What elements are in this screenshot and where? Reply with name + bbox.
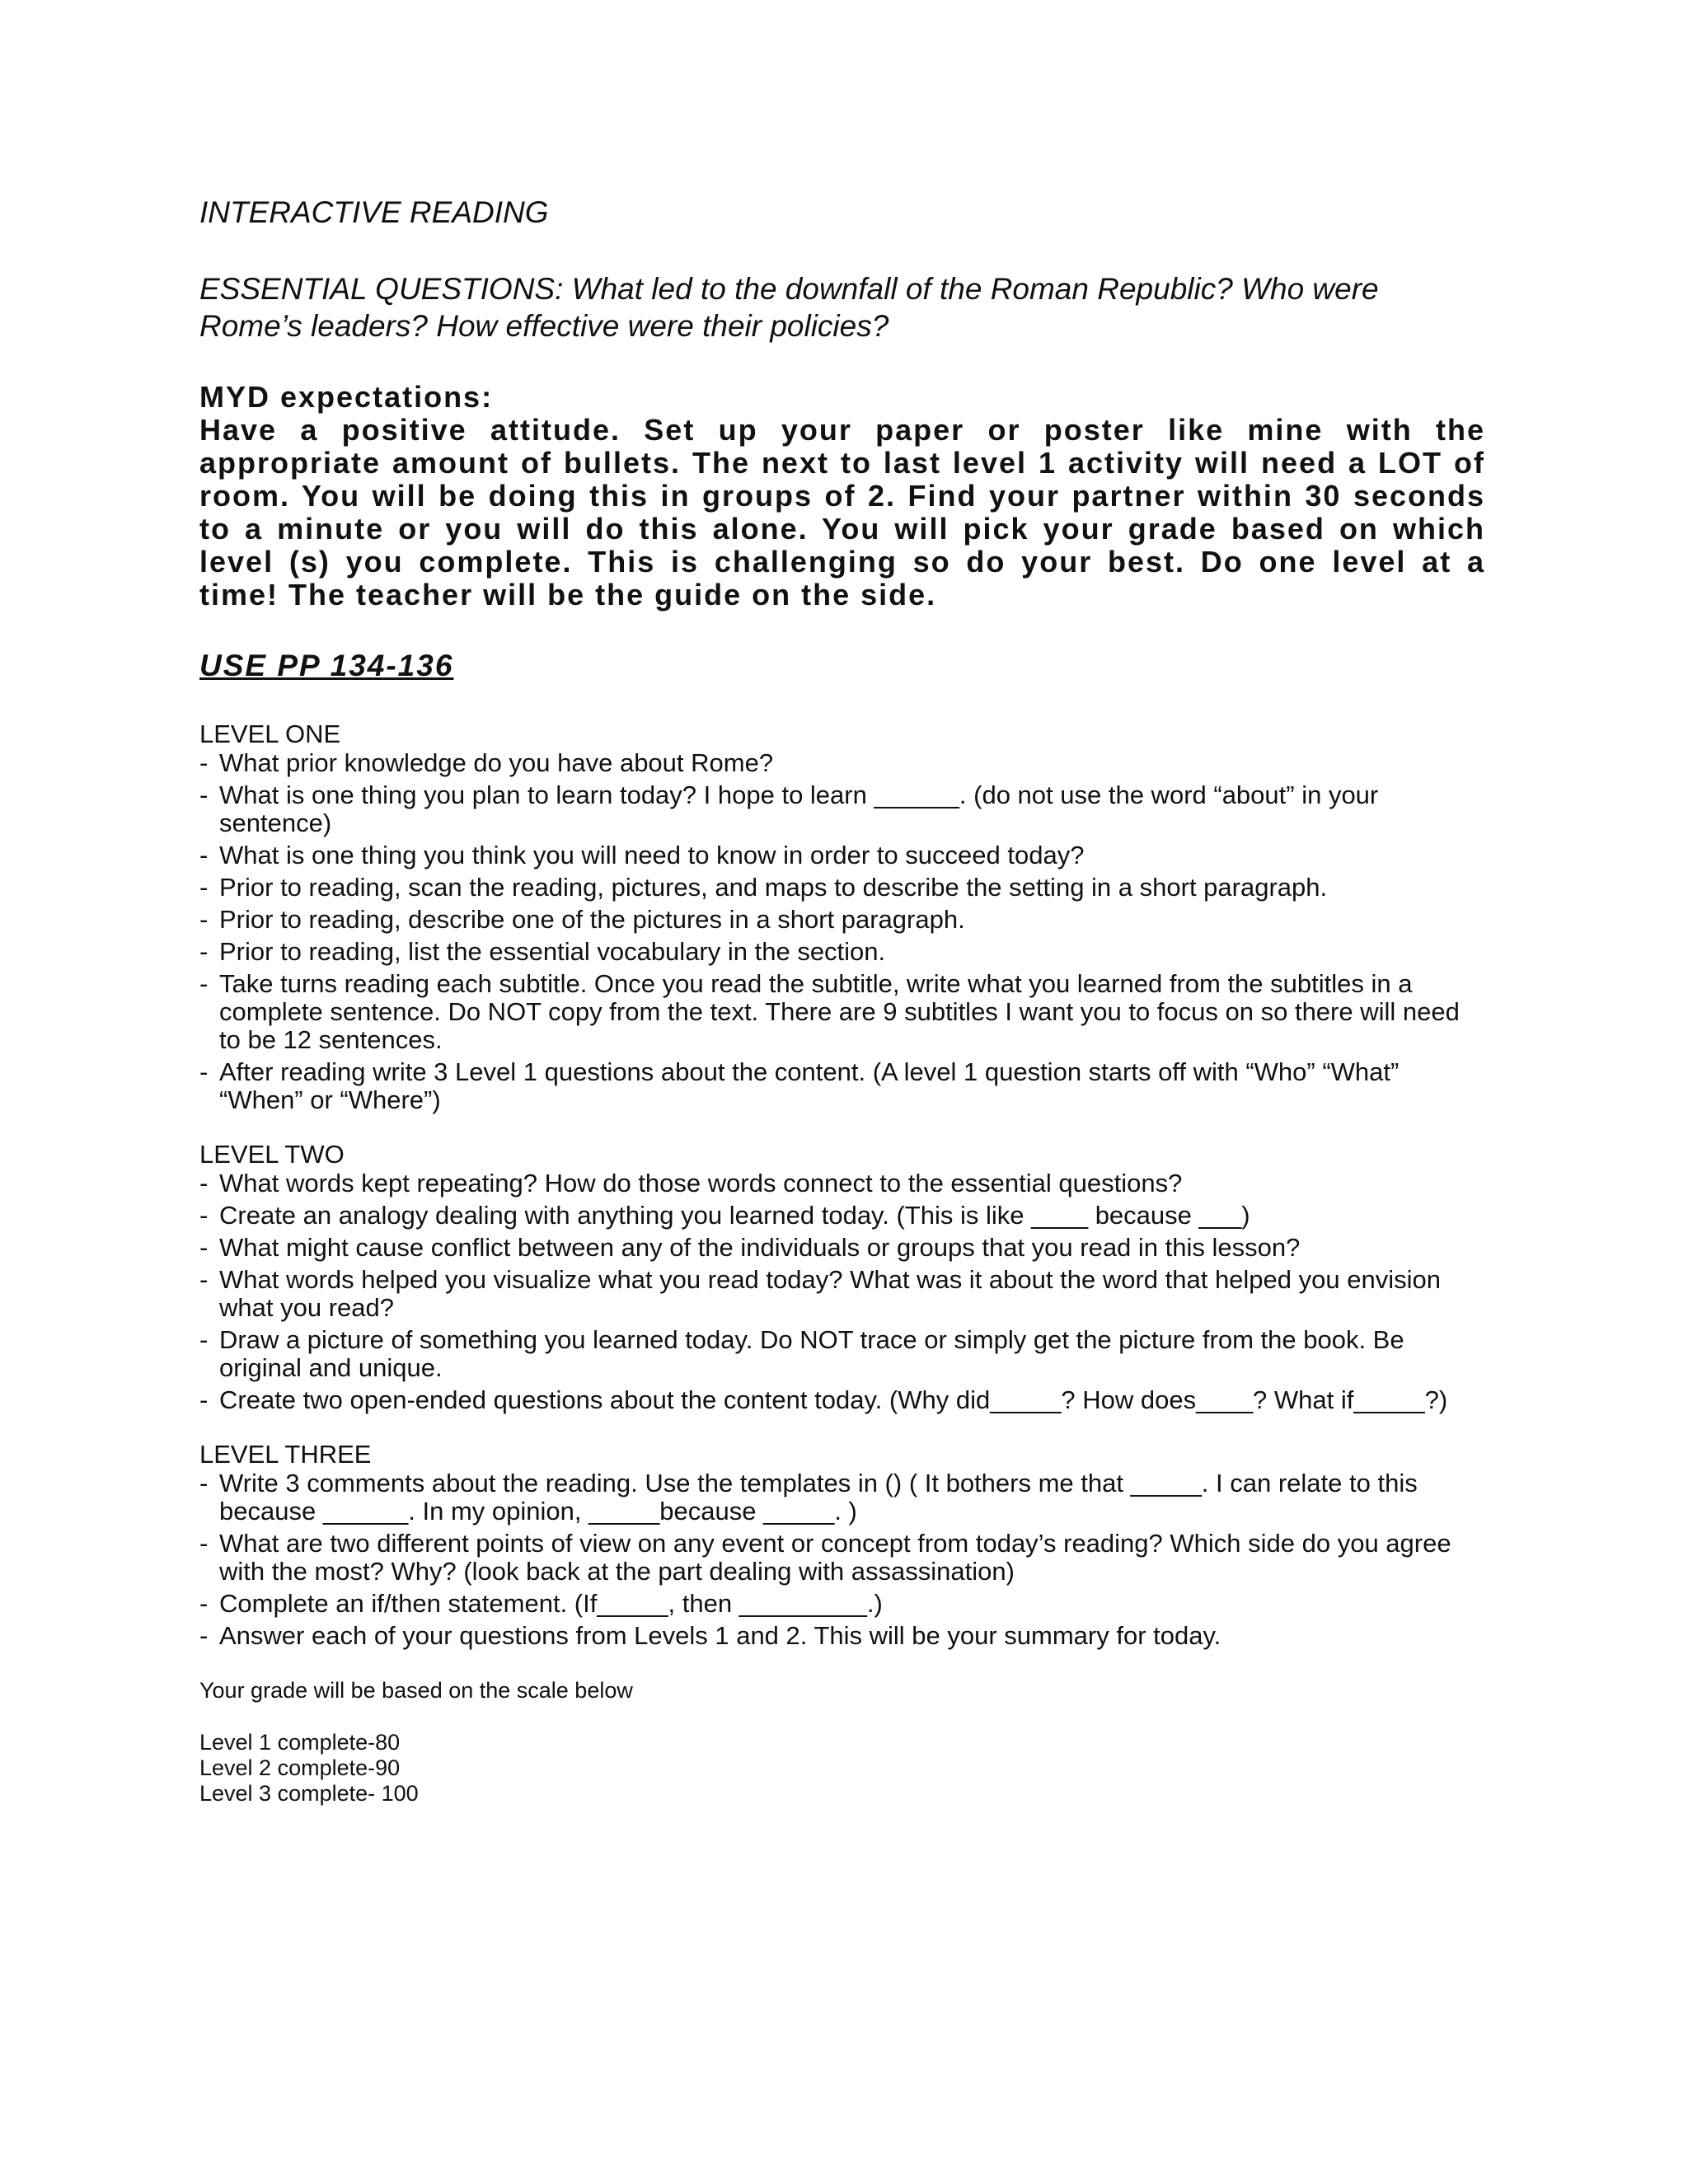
grade-scale-item: Level 2 complete-90 <box>199 1755 401 1780</box>
myd-heading: MYD expectations: <box>199 380 494 414</box>
grade-scale-item: Level 1 complete-80 <box>199 1730 401 1755</box>
level-three-heading: LEVEL THREE <box>199 1440 372 1469</box>
list-item: - What words helped you visualize what you read today? What was it about the word that helped you envision what you read? <box>199 1265 1441 1322</box>
list-item: - What is one thing you think you will need to know in order to succeed today? <box>199 841 1085 869</box>
bullet-dash: - <box>199 780 209 809</box>
bullet-dash: - <box>199 905 209 934</box>
list-item: - Take turns reading each subtitle. Once you read the subtitle, write what you learned from the subtitles in a complete sentence. Do NOT copy from the text. There are 9 subtitles I want you to focus on so there will need to be 12 sentences. <box>199 969 1460 1054</box>
bullet-dash: - <box>199 1169 209 1197</box>
bullet-dash: - <box>199 748 209 777</box>
bullet-dash: - <box>199 873 209 902</box>
bullet-dash: - <box>199 969 209 998</box>
bullet-dash: - <box>199 841 209 869</box>
bullet-dash: - <box>199 937 209 966</box>
list-item: - Prior to reading, scan the reading, pictures, and maps to describe the setting in a short paragraph. <box>199 873 1328 902</box>
list-item: - Create an analogy dealing with anything you learned today. (This is like ____ because ___) <box>199 1201 1250 1230</box>
bullet-dash: - <box>199 1469 209 1497</box>
bullet-dash: - <box>199 1621 209 1650</box>
list-item: - What words kept repeating? How do those words connect to the essential questions? <box>199 1169 1183 1197</box>
bullet-dash: - <box>199 1057 209 1086</box>
list-item: - Create two open-ended questions about the content today. (Why did_____? How does____? What if_____?) <box>199 1385 1448 1414</box>
list-item: - Prior to reading, list the essential vocabulary in the section. <box>199 937 886 966</box>
bullet-dash: - <box>199 1265 209 1294</box>
level-one-list <box>199 749 1485 1114</box>
level-two-heading: LEVEL TWO <box>199 1140 345 1169</box>
page-reference: USE PP 134-136 <box>199 649 454 682</box>
level-two-list <box>199 1169 1485 1414</box>
list-item: - Write 3 comments about the reading. Use the templates in () ( It bothers me that _____. I can relate to this because ______. In my opinion, _____because _____. ) <box>199 1469 1418 1526</box>
list-item: - What might cause conflict between any of the individuals or groups that you read in this lesson? <box>199 1233 1301 1262</box>
myd-expectations-text: Have a positive attitude. Set up your paper or poster like mine with the appropriate amount of bullets. The next to last level 1 activity will need a LOT of room. You will be doing this in groups of 2. Find your partner within 30 seconds to a minute or you will do this alone. You will pick your grade based on which level (s) you complete. This is challenging so do your best. Do one level at a time! The teacher will be the guide on the side. <box>199 413 1485 612</box>
list-item: - Draw a picture of something you learned today. Do NOT trace or simply get the picture from the book. Be original and unique. <box>199 1325 1404 1382</box>
list-item: - Complete an if/then statement. (If_____, then _________.) <box>199 1589 883 1618</box>
bullet-dash: - <box>199 1589 209 1618</box>
bullet-dash: - <box>199 1233 209 1262</box>
list-item: - Answer each of your questions from Levels 1 and 2. This will be your summary for today. <box>199 1621 1221 1650</box>
list-item: - Prior to reading, describe one of the pictures in a short paragraph. <box>199 905 965 934</box>
list-item: - What prior knowledge do you have about Rome? <box>199 748 774 777</box>
bullet-dash: - <box>199 1201 209 1230</box>
bullet-dash: - <box>199 1529 209 1558</box>
worksheet-page <box>199 194 1485 1807</box>
list-item: - After reading write 3 Level 1 questions about the content. (A level 1 question starts off with “Who” “What” “When” or “Where”) <box>199 1057 1400 1114</box>
level-three-list <box>199 1469 1485 1650</box>
list-item: - What are two different points of view on any event or concept from today’s reading? Which side do you agree with the most? Why? (look back at the part dealing with assassination) <box>199 1529 1451 1586</box>
bullet-dash: - <box>199 1325 209 1354</box>
grade-note: Your grade will be based on the scale below <box>199 1678 633 1703</box>
level-one-heading: LEVEL ONE <box>199 719 341 748</box>
grade-scale-item: Level 3 complete- 100 <box>199 1781 419 1806</box>
essential-questions: ESSENTIAL QUESTIONS: What led to the downfall of the Roman Republic? Who were Rome’s leaders? How effective were their policies? <box>199 272 1379 343</box>
list-item: - What is one thing you plan to learn today? I hope to learn ______. (do not use the word “about” in your sentence) <box>199 780 1379 837</box>
bullet-dash: - <box>199 1385 209 1414</box>
page-title: INTERACTIVE READING <box>199 195 549 229</box>
grade-scale <box>199 1730 1485 1807</box>
